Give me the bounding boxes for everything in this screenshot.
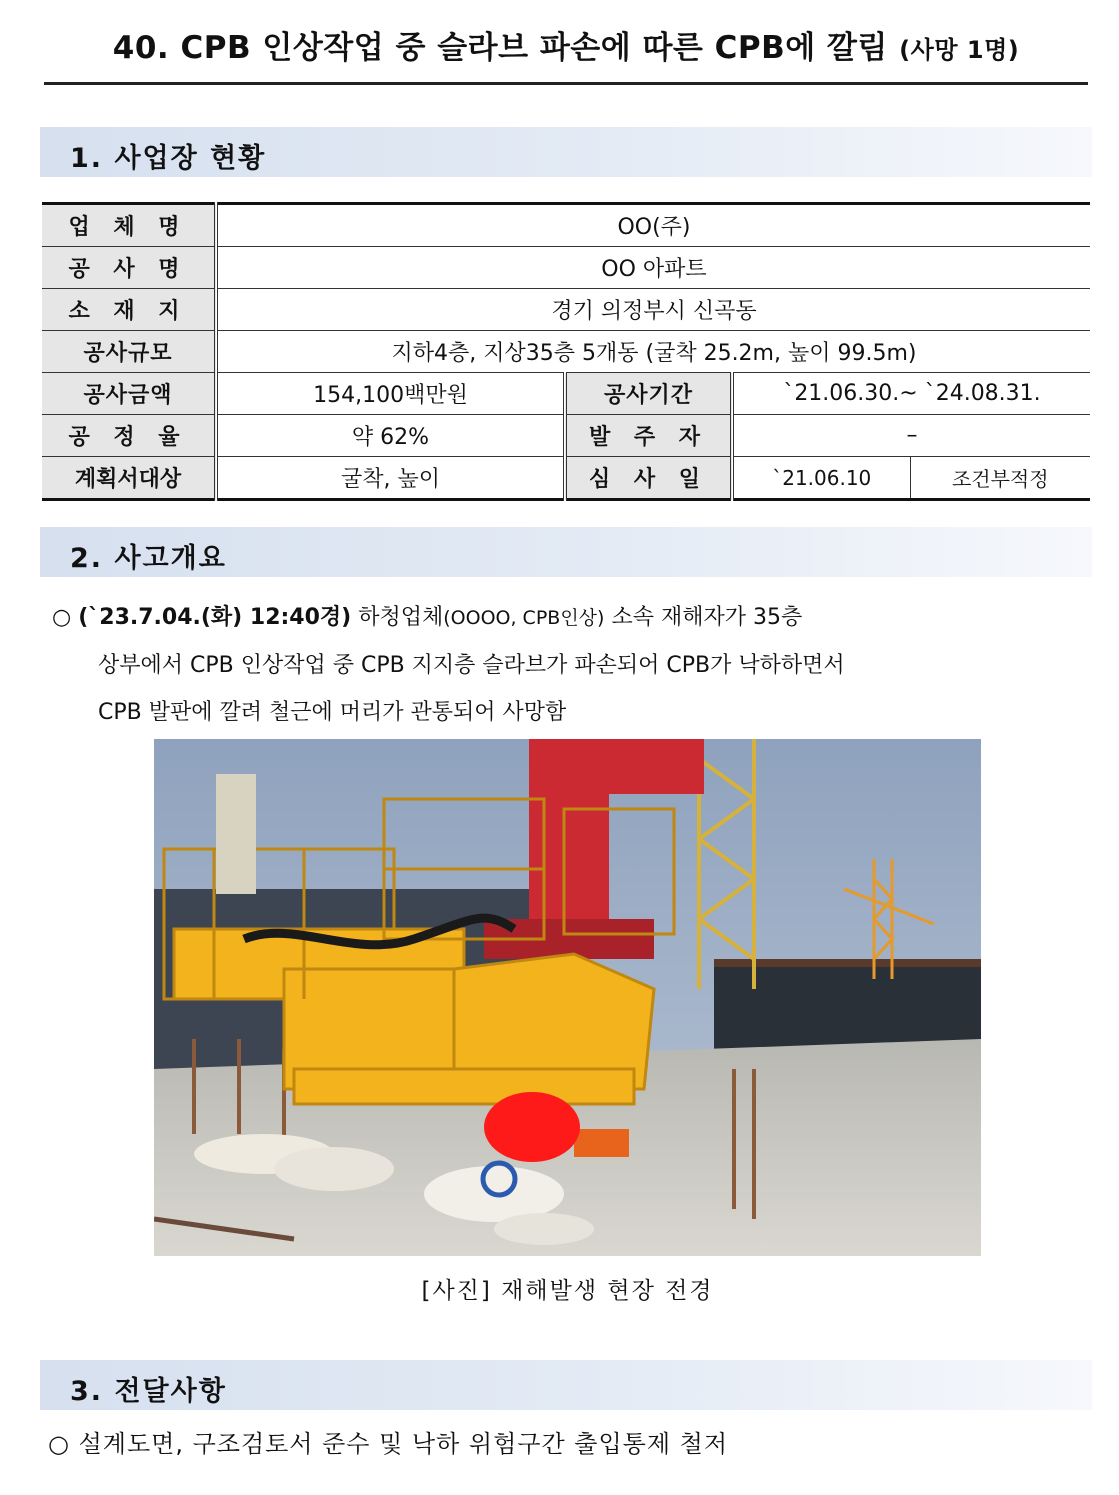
cell-value: 지하4층, 지상35층 5개동 (굴착 25.2m, 높이 99.5m) [216, 331, 1090, 373]
accident-line [52, 594, 1082, 642]
cell-value: 약 62% [216, 415, 565, 457]
cell-value: `21.06.30.~ `24.08.31. [732, 373, 1090, 415]
redaction-mark [484, 1092, 580, 1162]
title-casualty: (사망 1명) [899, 36, 1020, 64]
photo-caption: [사진] 재해발생 현장 전경 [421, 1278, 714, 1304]
cell-value: – [732, 415, 1090, 457]
site-photo-illustration [154, 739, 981, 1256]
accident-line: 상부에서 CPB 인상작업 중 CPB 지지층 슬라브가 파손되어 CPB가 낙하하면서 [98, 653, 845, 678]
cell-value: OO 아파트 [216, 247, 1090, 289]
cell-value: `21.06.10 [732, 457, 910, 500]
cell-label: 공 정 율 [42, 415, 216, 457]
bullet-icon: ○ [48, 1430, 70, 1458]
title-divider [44, 82, 1088, 85]
accident-text: 소속 재해자가 35층 [604, 605, 803, 630]
subcontractor-note: (OOOO, CPB인상) [443, 607, 605, 629]
section-accident-overview [40, 527, 1092, 577]
cell-label: 계획서대상 [42, 457, 216, 500]
cell-value: 경기 의정부시 신곡동 [216, 289, 1090, 331]
safety-notice-text [48, 1424, 728, 1459]
table-row [42, 247, 1090, 289]
cell-label: 공사규모 [42, 331, 216, 373]
cell-label: 공사금액 [42, 373, 216, 415]
accident-line: CPB 발판에 깔려 철근에 머리가 관통되어 사망함 [98, 700, 567, 725]
table-row [42, 415, 1090, 457]
site-info-table [42, 202, 1090, 501]
section-safety-notice [40, 1360, 1092, 1410]
notice-text: 설계도면, 구조검토서 준수 및 낙하 위험구간 출입통제 철저 [69, 1430, 729, 1458]
section-heading: 3. 전달사항 [70, 1376, 227, 1407]
section-heading: 2. 사고개요 [70, 543, 227, 574]
cell-label: 소 재 지 [42, 289, 216, 331]
title-main: 40. CPB 인상작업 중 슬라브 파손에 따른 CPB에 깔림 [112, 30, 888, 66]
cell-label: 심 사 일 [565, 457, 732, 500]
section-site-status [40, 127, 1092, 177]
cell-value: OO(주) [216, 204, 1090, 247]
cell-value: 조건부적정 [910, 457, 1090, 500]
page-title [44, 22, 1088, 67]
table-row [42, 457, 1090, 500]
cell-label: 발 주 자 [565, 415, 732, 457]
cell-label: 공사기간 [565, 373, 732, 415]
table-row [42, 204, 1090, 247]
accident-description [52, 594, 1082, 736]
section-heading: 1. 사업장 현황 [70, 143, 267, 174]
cell-label: 업 체 명 [42, 204, 216, 247]
accident-site-photo [154, 739, 981, 1256]
bullet-icon: ○ [52, 605, 72, 630]
table-row [42, 373, 1090, 415]
accident-text: 하청업체 [351, 605, 444, 630]
cell-value: 굴착, 높이 [216, 457, 565, 500]
cell-value: 154,100백만원 [216, 373, 565, 415]
cell-label: 공 사 명 [42, 247, 216, 289]
accident-datetime: (`23.7.04.(화) 12:40경) [78, 605, 352, 630]
table-row [42, 289, 1090, 331]
table-row [42, 331, 1090, 373]
